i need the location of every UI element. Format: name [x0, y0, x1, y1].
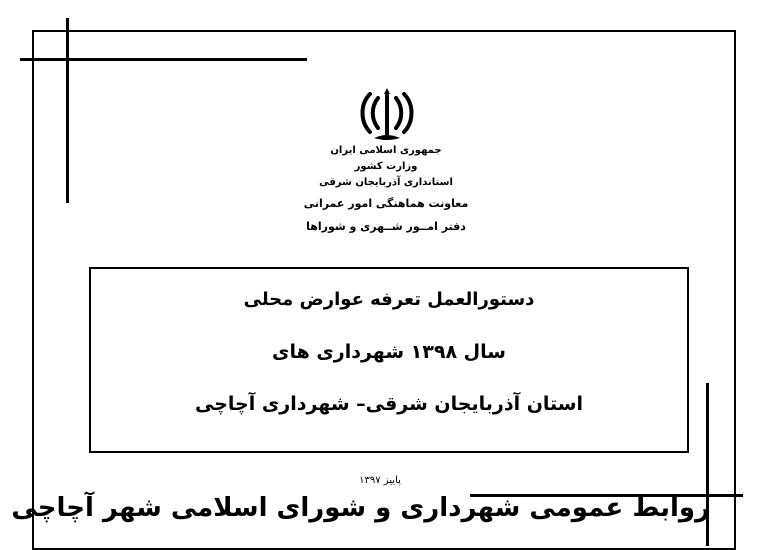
header-line-office: دفتر امــور شــهری و شوراها [306, 220, 466, 233]
header-line-governorate: استانداری آذربایجان شرقی [319, 177, 453, 188]
publication-season: پاییز ۱۳۹۷ [359, 475, 401, 486]
top-left-horizontal-rule [20, 58, 307, 61]
footer-public-relations: روابط عمومی شهرداری و شورای اسلامی شهر آچاچی [11, 493, 710, 523]
header-line-deputy: معاونت هماهنگی امور عمرانی [303, 197, 469, 210]
iran-emblem-icon [356, 88, 418, 144]
document-title-line-1: دستورالعمل تعرفه عوارض محلی [243, 289, 535, 310]
document-title-line-3: استان آذربایجان شرقی– شهرداری آچاچی [195, 393, 583, 415]
header-line-ministry: وزارت کشور [354, 161, 418, 172]
ministry-header [250, 146, 522, 232]
header-line-country: جمهوری اسلامی ایران [330, 145, 442, 156]
document-title-line-2: سال ۱۳۹۸ شهرداری های [272, 341, 506, 363]
top-left-vertical-rule [66, 18, 69, 203]
document-title-box [89, 267, 689, 453]
